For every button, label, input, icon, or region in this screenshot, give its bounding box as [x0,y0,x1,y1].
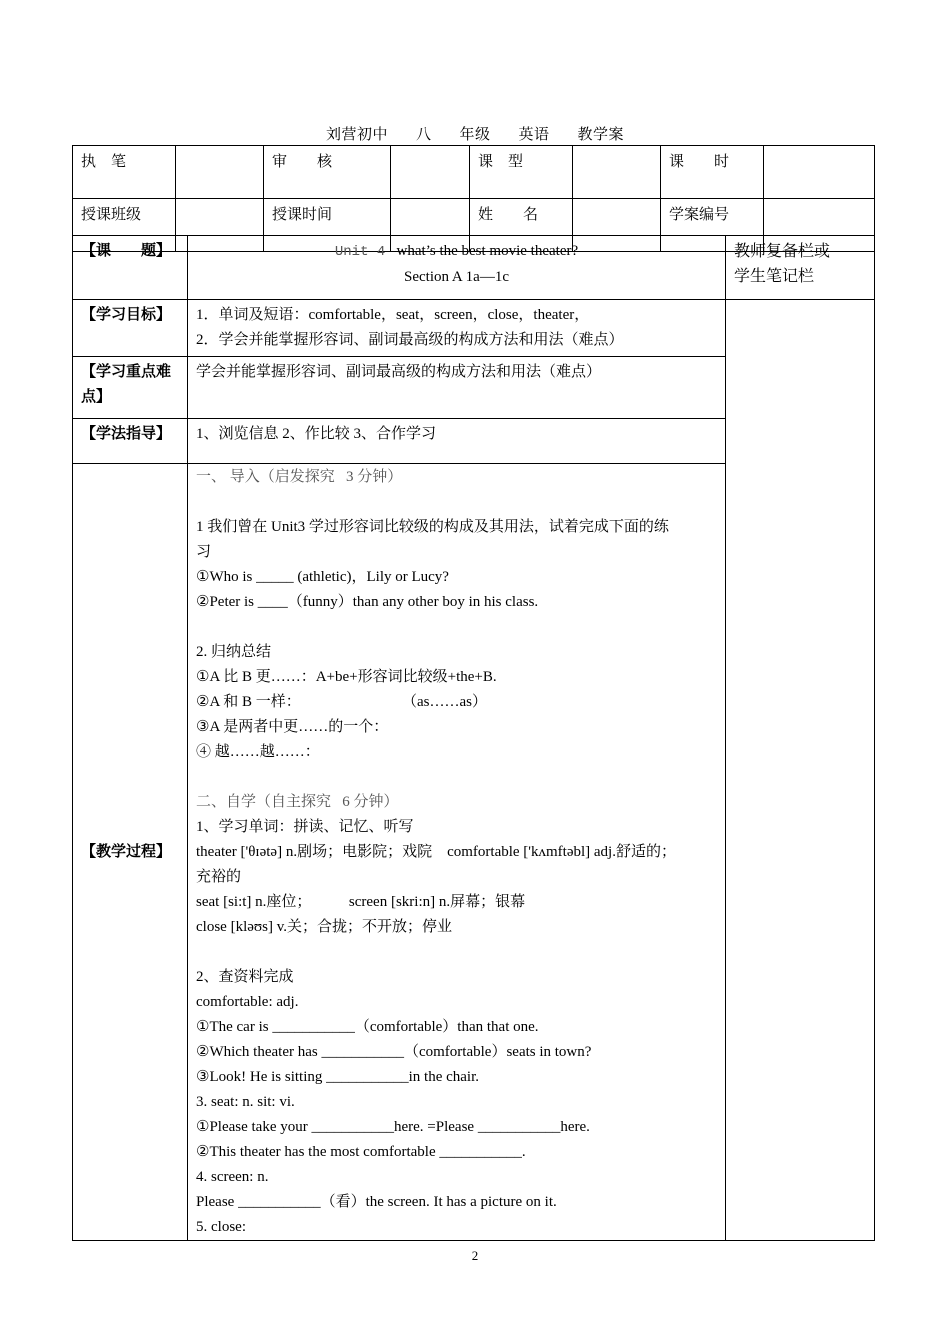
topic-unit: Unit 4 [334,244,386,260]
goals-content [188,300,726,357]
name-label: 姓 名 [470,199,573,252]
process-line: ①The car is ___________（comfortable）than that one. [196,1019,539,1035]
process-line: comfortable: adj. [196,994,299,1010]
process-line: Please ___________（看）the screen. It has a picture on it. [196,1194,557,1210]
process-line: ②This theater has the most comfortable ___________. [196,1144,526,1160]
process-line: ①Who is _____ (athletic)，Lily or Lucy? [196,569,449,585]
process-line: 2、查资料完成 [196,969,294,985]
process-line: ③A 是两者中更……的一个： [196,719,389,735]
reviewer-value [391,146,470,199]
period-label: 课 时 [661,146,764,199]
process-label: 【教学过程】 [73,464,188,1241]
goals-line-2: 2．学会并能掌握形容词、副词最高级的构成方法和用法（难点） [196,332,624,348]
lesson-table [72,235,875,1241]
plan-number-label: 学案编号 [661,199,764,252]
process-line: 习 [196,544,212,560]
goals-row [73,300,875,357]
notes-label-line-1: 教师复备栏或 [734,243,831,260]
page-number: 2 [471,1248,479,1263]
topic-content [188,236,726,300]
process-line [196,940,717,965]
key-points-label: 【学习重点难点】 [73,357,188,419]
topic-label: 【课 题】 [73,236,188,300]
process-line: seat [si:t] n.座位； screen [skri:n] n.屏幕；银幕 [196,894,526,910]
notes-label-line-2: 学生笔记栏 [734,268,815,285]
process-line: 3. seat: n. sit: vi. [196,1094,295,1110]
grade-number: 八 [415,127,432,143]
page-title [0,123,950,144]
process-line: ②A 和 B 一样： （as……as） [196,694,487,710]
process-line: 5. close: [196,1219,246,1235]
topic-section: Section A 1a—1c [404,269,509,285]
process-line: ②Peter is ____（funny）than any other boy in his class. [196,594,539,610]
reviewer-label: 审 核 [264,146,391,199]
period-value [764,146,875,199]
process-line: 充裕的 [196,869,242,885]
school-name: 刘营初中 [325,127,388,143]
goals-line-1: 1．单词及短语：comfortable，seat，screen，close，theater， [196,307,590,323]
topic-row [73,236,875,300]
process-line: 4. screen: n. [196,1169,269,1185]
process-line [196,765,717,790]
topic-title: what’s the best movie theater? [396,243,579,259]
lesson-type-label: 课 型 [470,146,573,199]
process-line: ③Look! He is sitting ___________in the chair. [196,1069,480,1085]
notes-column-header [726,236,875,300]
process-line: ②Which theater has ___________（comfortable）seats in town? [196,1044,592,1060]
method-text: 1、浏览信息 2、作比较 3、合作学习 [188,419,726,464]
notes-column [726,300,875,1241]
process-line: theater ['θɪətə] n.剧场；电影院；戏院 comfortable ['kʌmftəbl] adj.舒适的； [196,844,676,860]
process-line: 1、学习单词：拼读、记忆、听写 [196,819,414,835]
author-value [176,146,264,199]
process-line: ①A 比 B 更……：A+be+形容词比较级+the+B. [196,669,497,685]
author-label: 执 笔 [73,146,176,199]
info-row-1 [73,146,875,199]
process-line [196,490,717,515]
doc-type: 教学案 [577,127,625,143]
process-line: 二、自学（自主探究 6 分钟） [196,794,399,810]
process-line: 一、 导入（启发探究 3 分钟） [196,469,403,485]
key-points-text: 学会并能掌握形容词、副词最高级的构成方法和用法（难点） [188,357,726,419]
process-line [196,615,717,640]
lesson-type-value [573,146,661,199]
time-label: 授课时间 [264,199,391,252]
process-line: ①Please take your ___________here. =Please ___________here. [196,1119,590,1135]
grade-word: 年级 [459,127,491,143]
goals-label: 【学习目标】 [73,300,188,357]
method-label: 【学法指导】 [73,419,188,464]
process-line: 1 我们曾在 Unit3 学过形容词比较级的构成及其用法，试着完成下面的练 [196,519,669,535]
process-content [188,464,726,1241]
subject: 英语 [518,127,550,143]
class-label: 授课班级 [73,199,176,252]
process-line: ④ 越……越……： [196,744,320,760]
process-line: 2. 归纳总结 [196,644,272,660]
process-line: close [kləʊs] v.关；合拢；不开放；停业 [196,919,452,935]
